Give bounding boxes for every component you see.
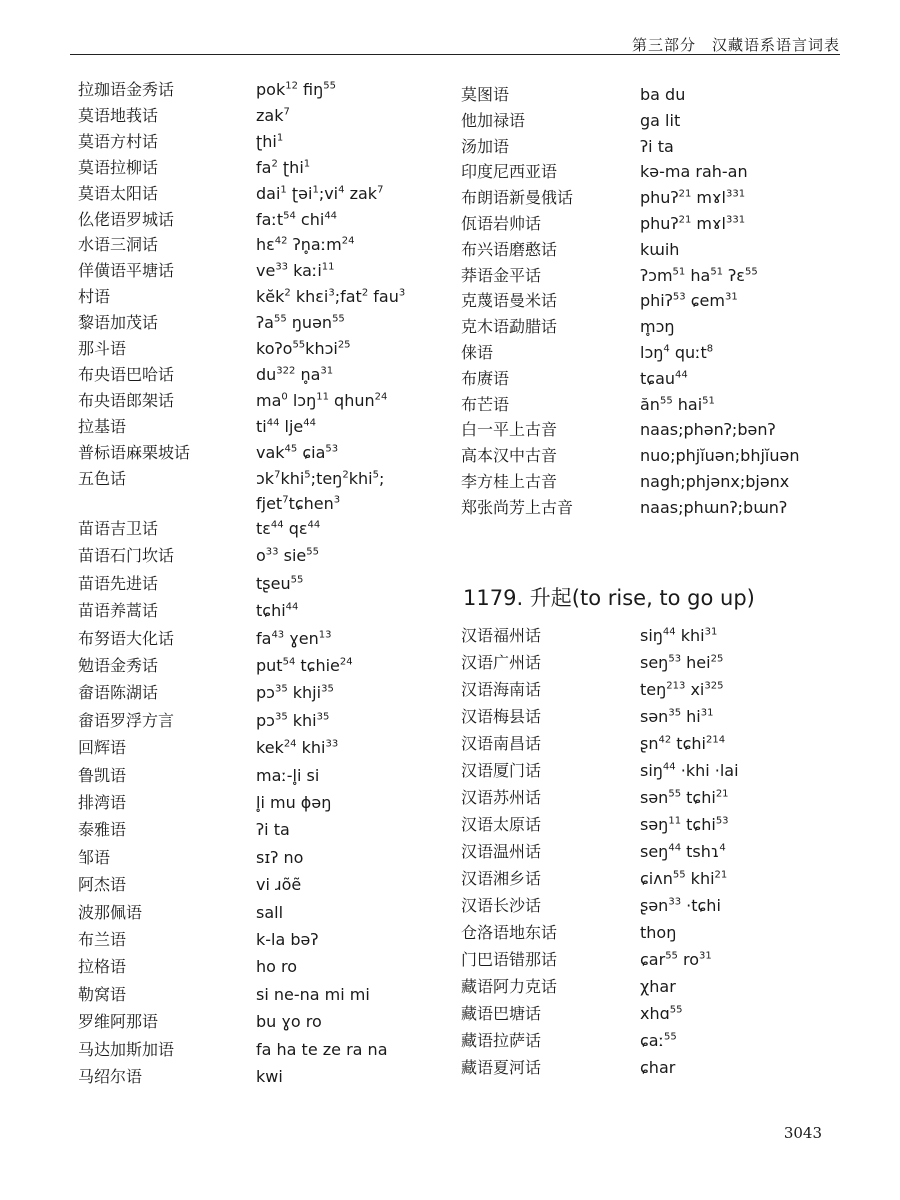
language-name: 藏语阿力克话 [461, 977, 558, 996]
language-name: 汉语厦门话 [461, 761, 542, 780]
phonetic-form: vi ɹõẽ [256, 875, 302, 895]
phonetic-form: $ti^{44}$ lje$^{44}$ [256, 416, 317, 436]
language-name: 布努语大化话 [78, 628, 175, 648]
page-number: 3043 [783, 1124, 822, 1142]
language-name: 泰雅语 [78, 820, 127, 840]
phonetic-form: faːt$^{54}$ chi$^{44}$ [256, 209, 338, 229]
phonetic-form: ʔi ta [256, 820, 290, 840]
phonetic-form: siŋ$^{44}$ ·khi ·lai [640, 761, 739, 780]
phonetic-form: tɕau$^{44}$ [640, 368, 688, 388]
language-name: 门巴语错那话 [461, 950, 558, 969]
phonetic-form: m̥ɔŋ [640, 317, 675, 337]
phonetic-form: fjet$^7$tɕhen$^3$ [256, 494, 341, 514]
phonetic-form: $du^{322}$ $n̥a^{31}$ [256, 364, 334, 384]
language-name: 汉语海南话 [461, 680, 542, 699]
phonetic-form: ɕar$^{55}$ $ro^{31}$ [640, 950, 712, 969]
phonetic-form: ʈhi$^1$ [256, 131, 284, 151]
phonetic-form: put$^{54}$ tɕhie$^{24}$ [256, 656, 353, 675]
phonetic-form: phuʔ$^{21}$ mɤl$^{331}$ [640, 188, 746, 208]
phonetic-form: l̥i mu ɸəŋ [256, 793, 332, 812]
phonetic-form: si ne-na mi mi [256, 984, 370, 1004]
language-name: 印度尼西亚语 [461, 162, 558, 182]
phonetic-form: $ăn^{55}$ hai$^{51}$ [640, 394, 715, 414]
language-name: 布赓语 [461, 368, 510, 388]
phonetic-form: nagh;phjənx;bjənx [640, 472, 790, 491]
language-name: 汤加语 [461, 136, 510, 156]
phonetic-form: zak$^7$ [256, 105, 290, 125]
phonetic-form: ba du [640, 85, 686, 104]
language-name: 藏语夏河话 [461, 1058, 542, 1077]
phonetic-form: naas;phɯnʔ;bɯnʔ [640, 497, 788, 517]
language-name: 黎语加茂话 [78, 313, 159, 333]
phonetic-form: $ve^{33}$ kaːi$^{11}$ [256, 261, 335, 281]
phonetic-form: ɕiʌn$^{55}$ khi$^{21}$ [640, 869, 728, 888]
language-name: 郑张尚芳上古音 [461, 497, 574, 517]
language-name: 马达加斯加语 [78, 1039, 175, 1059]
phonetic-form: ʔɔm$^{51}$ $ha^{51}$ ʔɛ$^{55}$ [640, 265, 758, 285]
language-name: 克蔑语曼米话 [461, 291, 558, 311]
language-name: 他加禄语 [461, 110, 526, 130]
phonetic-form: xhɑ$^{55}$ [640, 1004, 683, 1023]
language-name: 拉基语 [78, 416, 127, 436]
phonetic-form: sɪʔ no [256, 847, 304, 867]
phonetic-form: χhar [640, 977, 676, 996]
language-name: 拉格语 [78, 957, 127, 977]
phonetic-form: ɕhar [640, 1058, 676, 1077]
phonetic-form: koʔo$^{55}$khɔi$^{25}$ [256, 339, 351, 358]
phonetic-form: thoŋ [640, 923, 677, 942]
phonetic-form: kɯih [640, 239, 680, 259]
phonetic-form: $fa^{43}$ ɣen$^{13}$ [256, 628, 332, 648]
language-name: 汉语苏州话 [461, 788, 542, 807]
phonetic-form: pɔ$^{35}$ khi$^{35}$ [256, 710, 330, 730]
language-name: 汉语太原话 [461, 815, 542, 834]
phonetic-form: kĕk$^2$ khɛi$^3$;fat$^2$ fau$^3$ [256, 287, 406, 307]
language-name: 波那佩语 [78, 902, 143, 922]
language-name: 莫语拉柳话 [78, 157, 159, 177]
language-name: 莽语金平话 [461, 265, 542, 285]
phonetic-form: tɕhi$^{44}$ [256, 601, 299, 621]
language-name: 高本汉中古音 [461, 446, 558, 466]
language-name: 五色话 [78, 468, 127, 488]
phonetic-form: seŋ$^{53}$ hei$^{25}$ [640, 653, 724, 672]
language-name: 莫语太阳话 [78, 183, 159, 203]
language-name: 勉语金秀话 [78, 656, 159, 675]
language-name: 苗语吉卫话 [78, 519, 159, 538]
language-name: 鲁凯语 [78, 765, 127, 785]
language-name: 普标语麻栗坡话 [78, 442, 191, 462]
language-name: 仫佬语罗城话 [78, 209, 175, 229]
phonetic-form: fa ha te ze ra na [256, 1039, 388, 1059]
phonetic-form: sən$^{35}$ $hi^{31}$ [640, 707, 714, 726]
language-name: 布央语郎架话 [78, 390, 175, 410]
phonetic-form: nuo;phjĭuən;bhjĭuən [640, 446, 800, 466]
language-name: 汉语温州话 [461, 842, 542, 861]
language-name: 李方桂上古音 [461, 472, 558, 491]
language-name: 布兴语磨憨话 [461, 239, 558, 259]
language-name: 罗维阿那语 [78, 1012, 159, 1032]
phonetic-form: k-la bəʔ [256, 930, 319, 949]
phonetic-form: tʂeu$^{55}$ [256, 573, 304, 593]
phonetic-form: naas;phənʔ;bənʔ [640, 420, 776, 440]
phonetic-form: pɔ$^{35}$ khji$^{35}$ [256, 683, 334, 703]
phonetic-form: ɕaː$^{55}$ [640, 1031, 677, 1050]
phonetic-form: kə-ma rah-an [640, 162, 748, 182]
language-name: 莫语方村话 [78, 131, 159, 151]
phonetic-form: teŋ$^{213}$ $xi^{325}$ [640, 680, 724, 699]
language-name: 马绍尔语 [78, 1067, 143, 1086]
phonetic-form: seŋ$^{44}$ tshɿ$^4$ [640, 842, 726, 861]
language-name: 苗语先进话 [78, 573, 159, 593]
phonetic-form: $o^{33}$ sie$^{55}$ [256, 546, 319, 566]
phonetic-form: kek$^{24}$ khi$^{33}$ [256, 738, 339, 758]
language-name: 藏语巴塘话 [461, 1004, 542, 1023]
phonetic-form: sall [256, 902, 284, 922]
language-name: 藏语拉萨话 [461, 1031, 542, 1050]
language-name: 汉语福州话 [461, 626, 542, 645]
language-name: 苗语石门坎话 [78, 546, 175, 566]
phonetic-form: ʔi ta [640, 136, 674, 156]
phonetic-form: ʂn$^{42}$ tɕhi$^{214}$ [640, 734, 726, 753]
language-name: 汉语南昌话 [461, 734, 542, 753]
language-name: 邹语 [78, 847, 111, 867]
phonetic-form: ga lit [640, 110, 681, 130]
phonetic-form: phiʔ$^{53}$ ɕem$^{31}$ [640, 291, 738, 311]
phonetic-form: ho ro [256, 957, 298, 977]
phonetic-form: $ma^0$ lɔŋ$^{11}$ qhun$^{24}$ [256, 390, 388, 410]
language-name: 畲语陈湖话 [78, 683, 159, 703]
phonetic-form: sən$^{55}$ tɕhi$^{21}$ [640, 788, 729, 807]
language-name: 汉语梅县话 [461, 707, 542, 726]
phonetic-form: bu ɣo ro [256, 1012, 322, 1032]
phonetic-form: vak$^{45}$ ɕia$^{53}$ [256, 442, 339, 462]
language-name: 布央语巴哈话 [78, 364, 175, 384]
phonetic-form: hɛ$^{42}$ ʔn̥aːm$^{24}$ [256, 235, 355, 255]
header-rule [70, 54, 840, 55]
phonetic-form: ʔa$^{55}$ ŋuən$^{55}$ [256, 313, 345, 333]
language-name: 汉语湘乡话 [461, 869, 542, 888]
language-name: 布芒语 [461, 394, 510, 414]
phonetic-form: ʂən$^{33}$ ·tɕhi [640, 896, 721, 915]
phonetic-form: lɔŋ$^4$ quːt$^8$ [640, 343, 714, 362]
language-name: 仓洛语地东话 [461, 923, 558, 942]
phonetic-form: maː-l̥i si [256, 765, 320, 785]
language-name: 水语三洞话 [78, 235, 159, 255]
language-name: 克木语勐腊话 [461, 317, 558, 337]
language-name: 布朗语新曼俄话 [461, 188, 574, 208]
language-name: 阿杰语 [78, 875, 127, 895]
language-name: 莫图语 [461, 85, 510, 104]
phonetic-form: phuʔ$^{21}$ mɤl$^{331}$ [640, 214, 746, 233]
language-name: 排湾语 [78, 793, 127, 812]
language-name: 白一平上古音 [461, 420, 558, 440]
language-name: 村语 [78, 287, 111, 307]
running-header: 第三部分 汉藏语系语言词表 [631, 36, 840, 54]
language-name: 布兰语 [78, 930, 127, 949]
phonetic-form: səŋ$^{11}$ tɕhi$^{53}$ [640, 815, 729, 834]
language-name: 莫语地莪话 [78, 105, 159, 125]
language-name: 汉语广州话 [461, 653, 542, 672]
phonetic-form: dai$^1$ $ʈəi^1;vi^4$ zak$^7$ [256, 183, 384, 203]
entry-heading: 1179. 升起(to rise, to go up) [463, 586, 755, 610]
language-name: 苗语养蒿话 [78, 601, 159, 621]
language-name: 俫语 [461, 343, 494, 362]
language-name: 那斗语 [78, 339, 127, 358]
language-name: 拉珈语金秀话 [78, 80, 175, 99]
phonetic-form: siŋ$^{44}$ khi$^{31}$ [640, 626, 718, 645]
language-name: 汉语长沙话 [461, 896, 542, 915]
phonetic-form: tɛ$^{44}$ qɛ$^{44}$ [256, 519, 321, 538]
phonetic-form: $fa^2$ ʈhi$^1$ [256, 157, 311, 177]
language-name: 勒窝语 [78, 984, 127, 1004]
phonetic-form: pok$^{12}$ fiŋ$^{55}$ [256, 80, 336, 99]
language-name: 佯僙语平塘话 [78, 261, 175, 281]
phonetic-form: kwi [256, 1067, 283, 1086]
language-name: 回辉语 [78, 738, 127, 758]
phonetic-form: ɔk$^7$khi$^5$;teŋ$^2$khi$^5$; [256, 468, 385, 488]
language-name: 佤语岩帅话 [461, 214, 542, 233]
language-name: 畲语罗浮方言 [78, 710, 175, 730]
